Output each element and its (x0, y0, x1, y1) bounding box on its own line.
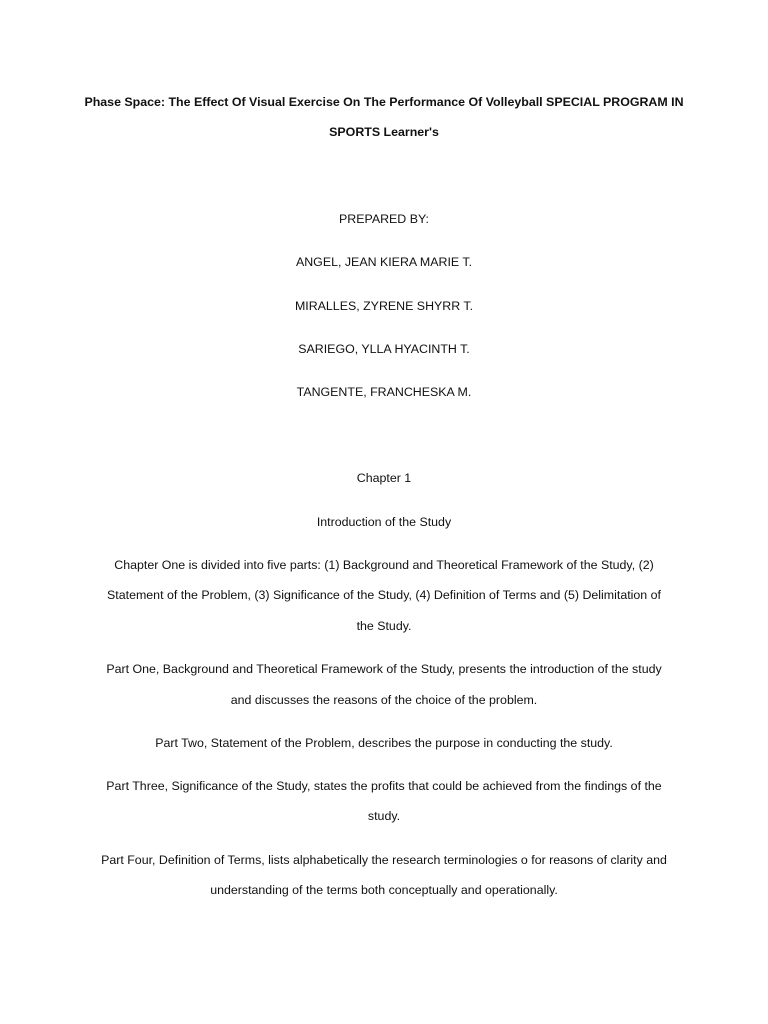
paragraph-line: understanding of the terms both conceptually and operationally. (210, 883, 558, 897)
paragraph-line: study. (367, 809, 401, 823)
title-line-1: Phase Space: The Effect Of Visual Exercise On The Performance Of Volleyball SPECIAL PROGRAM IN (84, 95, 684, 109)
paragraph-line: and discusses the reasons of the choice of the problem. (230, 693, 538, 707)
paragraph-line: Part Two, Statement of the Problem, describes the purpose in conducting the study. (155, 736, 613, 750)
chapter-heading: Introduction of the Study (316, 515, 452, 529)
title-line-2: SPORTS Learner's (329, 125, 439, 139)
author-name: ANGEL, JEAN KIERA MARIE T. (295, 255, 473, 269)
author-name: TANGENTE, FRANCHESKA M. (296, 385, 472, 399)
chapter-label: Chapter 1 (356, 471, 412, 485)
paragraph-line: Part One, Background and Theoretical Framework of the Study, presents the introduction of the study (106, 662, 662, 676)
paragraph-line: the Study. (356, 619, 412, 633)
prepared-by-label: PREPARED BY: (339, 212, 429, 226)
paragraph-line: Statement of the Problem, (3) Significance of the Study, (4) Definition of Terms and (5) Delimitation of (107, 588, 661, 602)
author-name: MIRALLES, ZYRENE SHYRR T. (294, 299, 474, 313)
paragraph-line: Part Four, Definition of Terms, lists alphabetically the research terminologies o for reasons of clarity and (101, 853, 667, 867)
paragraph-line: Part Three, Significance of the Study, states the profits that could be achieved from the findings of the (106, 779, 662, 793)
author-name: SARIEGO, YLLA HYACINTH T. (298, 342, 470, 356)
paragraph-line: Chapter One is divided into five parts: (1) Background and Theoretical Framework of the Study, (2) (114, 558, 654, 572)
